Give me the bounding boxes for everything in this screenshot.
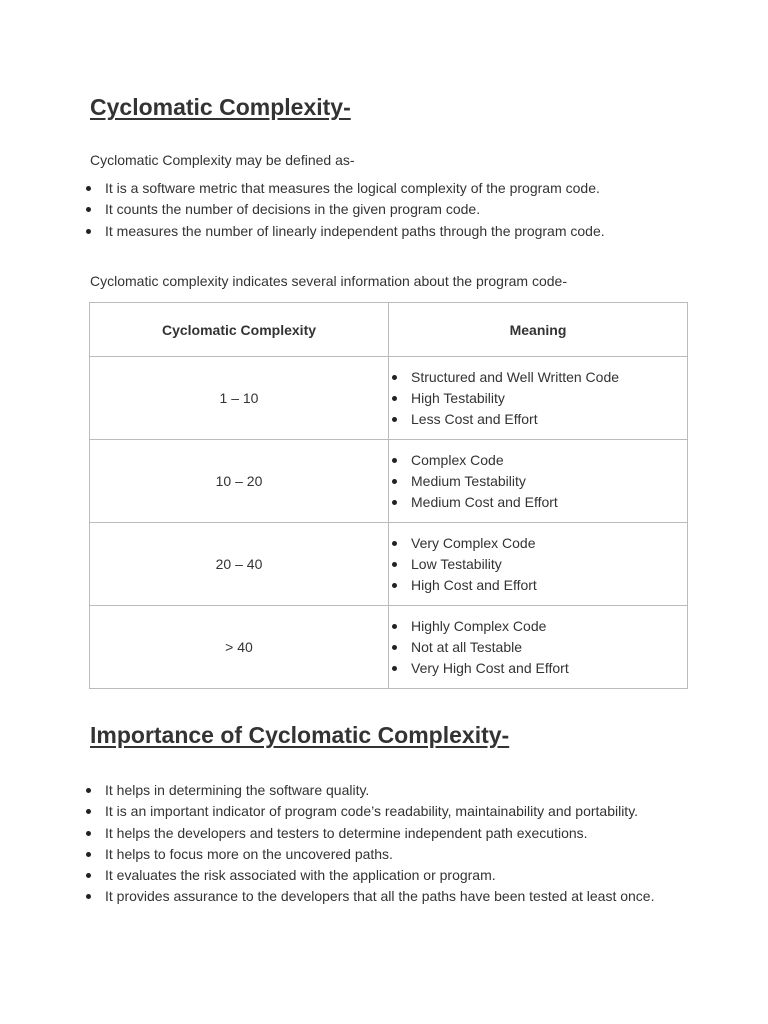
section-title-importance: Importance of Cyclomatic Complexity- [90,722,510,748]
definition-list [85,178,605,242]
list-item: It provides assurance to the developers that all the paths have been tested at least once. [85,886,654,907]
list-item: Medium Cost and Effort [389,492,687,513]
complexity-table [89,302,688,689]
meaning-cell [389,606,688,689]
list-item: Structured and Well Written Code [389,367,687,388]
meaning-list [389,616,687,679]
meaning-list [389,533,687,596]
table-row [90,357,688,440]
list-item: It evaluates the risk associated with the application or program. [85,865,654,886]
list-item: It counts the number of decisions in the given program code. [85,199,605,220]
list-item: Medium Testability [389,471,687,492]
meaning-cell [389,523,688,606]
table-row [90,440,688,523]
table-row [90,523,688,606]
list-item: It helps the developers and testers to determine independent path executions. [85,823,654,844]
range-cell: 20 – 40 [90,523,389,606]
info-text: Cyclomatic complexity indicates several information about the program code- [90,273,567,289]
meaning-list [389,450,687,513]
range-cell: > 40 [90,606,389,689]
meaning-cell [389,357,688,440]
meaning-list [389,367,687,430]
list-item: It helps to focus more on the uncovered paths. [85,844,654,865]
list-item: Very High Cost and Effort [389,658,687,679]
meaning-cell [389,440,688,523]
range-cell: 1 – 10 [90,357,389,440]
column-header-meaning: Meaning [389,303,688,357]
list-item: High Cost and Effort [389,575,687,596]
page-title: Cyclomatic Complexity- [90,94,351,120]
column-header-complexity: Cyclomatic Complexity [90,303,389,357]
list-item: It is an important indicator of program code’s readability, maintainability and portability. [85,801,654,822]
list-item: Very Complex Code [389,533,687,554]
table-header-row [90,303,688,357]
intro-text: Cyclomatic Complexity may be defined as- [90,152,355,168]
list-item: It measures the number of linearly independent paths through the program code. [85,221,605,242]
list-item: High Testability [389,388,687,409]
list-item: Low Testability [389,554,687,575]
table-row [90,606,688,689]
list-item: Complex Code [389,450,687,471]
list-item: Less Cost and Effort [389,409,687,430]
list-item: It helps in determining the software quality. [85,780,654,801]
list-item: Highly Complex Code [389,616,687,637]
list-item: Not at all Testable [389,637,687,658]
list-item: It is a software metric that measures the logical complexity of the program code. [85,178,605,199]
range-cell: 10 – 20 [90,440,389,523]
importance-list [85,780,654,908]
